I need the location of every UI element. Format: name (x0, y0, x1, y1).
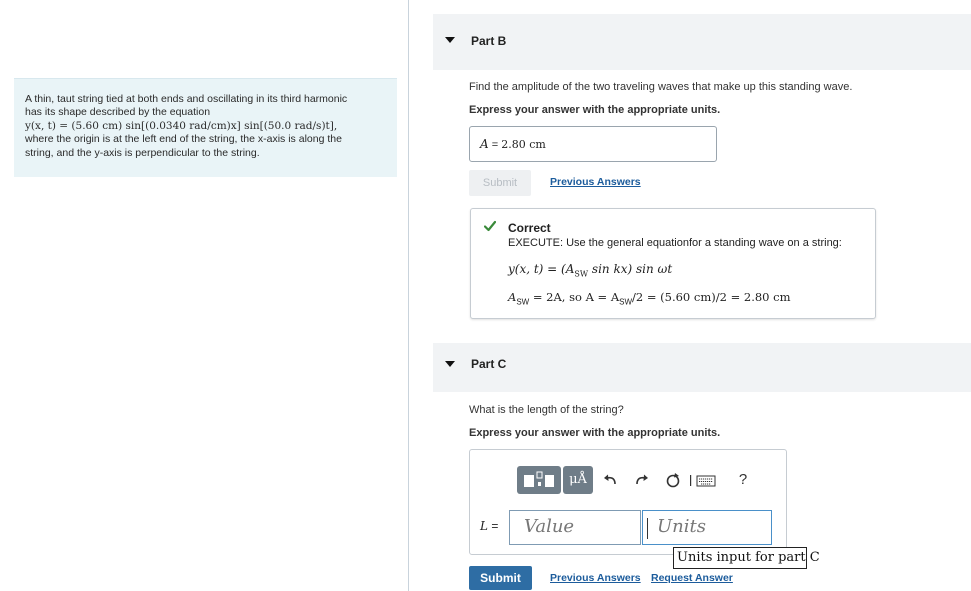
part-b-header[interactable] (433, 14, 971, 70)
checkmark-icon (484, 220, 496, 232)
answer-value: 2.80 cm (501, 138, 546, 151)
feedback-title: Correct (508, 221, 551, 235)
units-input[interactable]: Units (642, 510, 772, 545)
answer-variable: A (480, 137, 489, 151)
part-c-previous-answers-link[interactable]: Previous Answers (550, 572, 641, 584)
help-icon[interactable]: ? (738, 471, 748, 488)
units-input-tooltip: Units input for part C (673, 547, 807, 569)
part-c-question: What is the length of the string? (469, 404, 624, 416)
feedback-equation-2: $A_{SW} = 2A$, so $A = A_{SW}/2 = (5.60$ cm)/2 = 2.80 cm (508, 290, 791, 307)
part-c-submit-button[interactable]: Submit (469, 566, 532, 590)
part-b-previous-answers-link[interactable]: Previous Answers (550, 176, 641, 188)
templates-button[interactable] (517, 466, 561, 494)
problem-statement (14, 78, 397, 177)
part-b-units-instruction: Express your answer with the appropriate units. (469, 104, 721, 116)
collapse-triangle-icon[interactable] (445, 361, 455, 367)
answer-variable-label: L = (480, 519, 499, 533)
problem-pane (0, 0, 409, 591)
problem-line-5: string, and the y-axis is perpendicular to the string. (25, 146, 260, 159)
part-c-units-instruction: Express your answer with the appropriate units. (469, 427, 721, 439)
feedback-text: EXECUTE: Use the general equationfor a standing wave on a string: (508, 237, 842, 249)
part-c-answer-editor (469, 449, 787, 555)
answer-equals: = (491, 139, 499, 151)
request-answer-link[interactable]: Request Answer (651, 572, 733, 584)
collapse-triangle-icon[interactable] (445, 37, 455, 43)
units-icon: μÅ (569, 472, 587, 487)
text-caret (647, 518, 648, 539)
templates-icon (517, 466, 561, 494)
reset-icon[interactable] (663, 470, 683, 490)
part-c-title: Part C (471, 357, 507, 371)
problem-equation: y(x, t) = (5.60 cm) sin[(0.0340 rad/cm)x] sin[(50.0 rad/s)t], (25, 119, 338, 132)
part-b-title: Part B (471, 34, 507, 48)
units-button[interactable] (563, 466, 593, 494)
redo-icon[interactable] (631, 470, 651, 490)
keyboard-icon[interactable] (689, 470, 721, 490)
feedback-equation-1: y(x, $t) = (A_{SW}$ sin kx) sin ωt (508, 262, 673, 279)
problem-line-4: where the origin is at the left end of the string, the x-axis is along the (25, 133, 342, 146)
correct-feedback-box (470, 208, 876, 319)
problem-line-2: has its shape described by the equation (25, 106, 211, 119)
part-b-submit-button: Submit (469, 170, 531, 196)
value-input[interactable]: Value (509, 510, 641, 545)
problem-line-1: A thin, taut string tied at both ends and oscillating in its third harmonic (25, 93, 348, 105)
part-b-question: Find the amplitude of the two traveling waves that make up this standing wave. (469, 81, 853, 93)
undo-icon[interactable] (601, 470, 621, 490)
part-c-header[interactable] (433, 343, 971, 392)
part-b-answer-field (469, 126, 717, 162)
